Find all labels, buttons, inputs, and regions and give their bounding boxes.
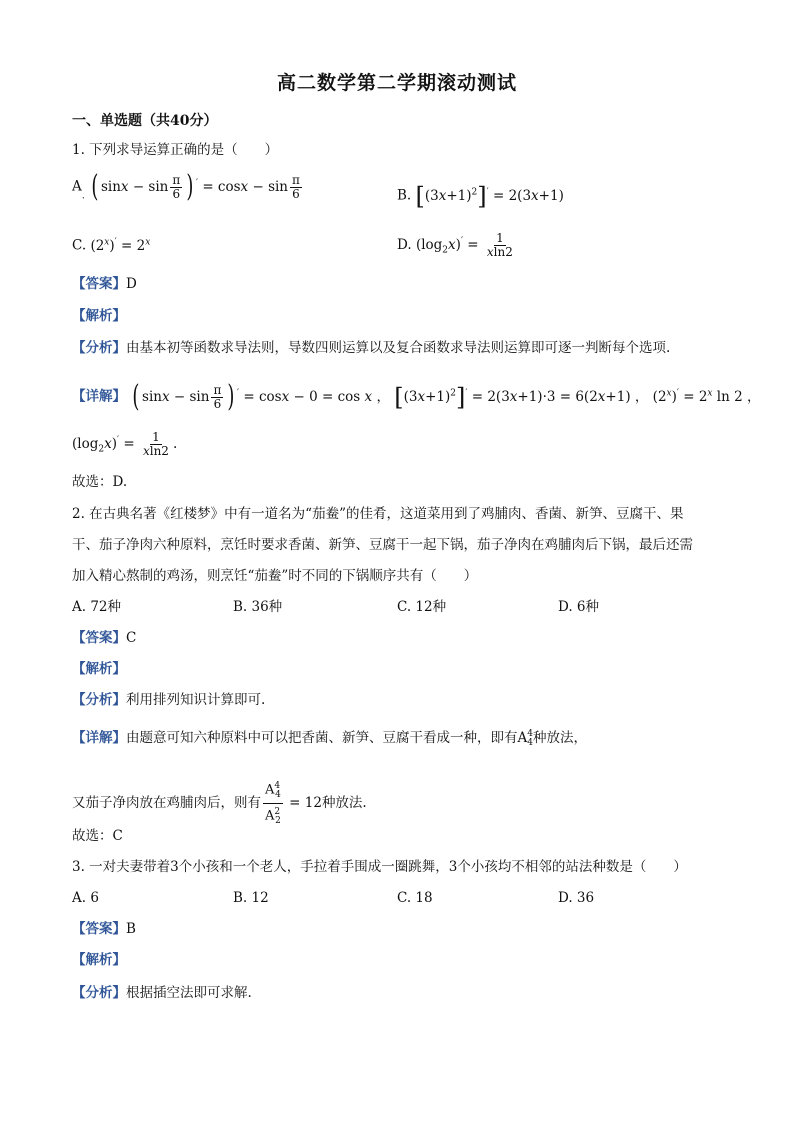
q3-analysis-label: 【解析】 [72, 952, 126, 968]
q1-option-d-formula: $(\log_2x)'$ = $\frac{1}{xln2}$ [415, 231, 513, 259]
q1-option-c-letter: C. [72, 237, 87, 254]
page-title: 高二数学第二学期滚动测试 [276, 72, 517, 94]
q1-option-b-letter: B. [397, 187, 412, 204]
q1-option-a-letter: A [72, 178, 82, 195]
q1-option-c [72, 237, 150, 254]
q2-detail-line2: 又茄子净肉放在鸡脯肉后，则有 $\frac{A^4_4}{A^2_2}$ = 12种放法. [72, 778, 367, 829]
fenxi-label: 【分析】 [72, 340, 126, 356]
q1-fenxi [72, 338, 670, 358]
q3-answer: 【答案】B [72, 921, 136, 937]
q2-fenxi-text: 利用排列知识计算即可. [126, 692, 266, 708]
q1-answer [72, 274, 137, 294]
q2-analysis-label: 【解析】 [72, 661, 126, 677]
answer-label: 【答案】 [72, 276, 126, 292]
q1-option-b [397, 184, 564, 208]
q2-detail-line1: 【详解】由题意可知六种原料中可以把香菌、新笋、豆腐干看成一种，即有A 4 4 种放法， [72, 728, 587, 748]
q2-choose: 故选：C [72, 828, 123, 844]
q2-fenxi: 【分析】利用排列知识计算即可. [72, 692, 266, 708]
q2-option-d: D. 6种 [558, 599, 600, 615]
q2-answer-value: C [126, 630, 137, 646]
q1-analysis-label: 【解析】 [72, 308, 126, 324]
q3-fenxi: 【分析】根据插空法即可求解. [72, 985, 252, 1001]
q3-option-b: B. 12 [233, 890, 269, 906]
q1-option-b-formula: $[(3x+1)^2]' = 2(3x+1)$ [415, 182, 564, 210]
q2-stem-line2: 干、茄子净肉六种原料，烹饪时要求香菌、新笋、豆腐干一起下锅，茄子净肉在鸡脯肉后下锅，最后还需 [72, 537, 693, 553]
q2-stem-line1: 2. 在古典名著《红楼梦》中有一道名为“茄鲞”的佳肴，这道菜用到了鸡脯肉、香菌、新笋、豆腐干、果 [72, 506, 684, 522]
q2-option-b: B. 36种 [233, 599, 283, 615]
q3-option-a: A. 6 [72, 890, 99, 906]
q1-choose: 故选：D. [72, 474, 128, 490]
q1-option-d-letter: D. [397, 237, 412, 253]
q3-fenxi-text: 根据插空法即可求解. [126, 985, 252, 1001]
q1-detail-formula: ( sinx − sin $\frac{\pi}{6}$ ) ′ = cosx − 0 = cos x ， $[(3x+1)^2]' = 2(3x+1)\cdot 3 = 6(2x+1)$ ， $(2^x)' = 2^x$ ln 2 ， [132, 379, 761, 414]
q2-perm-a44: A 4 4 [517, 728, 533, 748]
q2-option-a: A. 72种 [72, 599, 122, 615]
q1-option-c-formula: $(2^x)' = 2^x$ [90, 237, 151, 254]
q3-option-c: C. 18 [397, 890, 433, 906]
q1-option-a: $A_.$ ( sinx − sin $\frac{\pi}{6}$ ) ′ = cosx − sin $\frac{\pi}{6}$ [72, 172, 304, 202]
q2-answer: 【答案】C [72, 630, 137, 646]
q1-option-d [397, 232, 517, 259]
q3-option-d: D. 36 [558, 890, 595, 906]
q1-detail-line2: $(\log_2x)'$ = $\frac{1}{xln2}$ . [72, 429, 178, 458]
q1-option-a-formula: ( sinx − sin $\frac{\pi}{6}$ ) ′ = cosx − sin $\frac{\pi}{6}$ [91, 169, 300, 204]
q2-perm-fraction: $\frac{A^4_4}{A^2_2}$ = 12 [261, 795, 322, 811]
q1-fenxi-text: 由基本初等函数求导法则，导数四则运算以及复合函数求导法则运算即可逐一判断每个选项. [126, 340, 671, 356]
q1-stem: 1. 下列求导运算正确的是（ ） [72, 142, 279, 158]
q2-option-c: C. 12种 [397, 599, 447, 615]
q1-detail [72, 379, 761, 414]
q1-answer-value: D [126, 276, 137, 292]
section-heading: 一、单选题（共40分） [72, 113, 218, 129]
detail-label: 【详解】 [72, 388, 126, 405]
q2-stem-line3: 加入精心熬制的鸡汤，则烹饪“茄鲞”时不同的下锅顺序共有（ ） [72, 568, 478, 584]
q3-stem: 3. 一对夫妻带着3个小孩和一个老人，手拉着手围成一圈跳舞，3个小孩均不相邻的站法种数是（ ） [72, 859, 687, 875]
q3-answer-value: B [126, 921, 136, 937]
